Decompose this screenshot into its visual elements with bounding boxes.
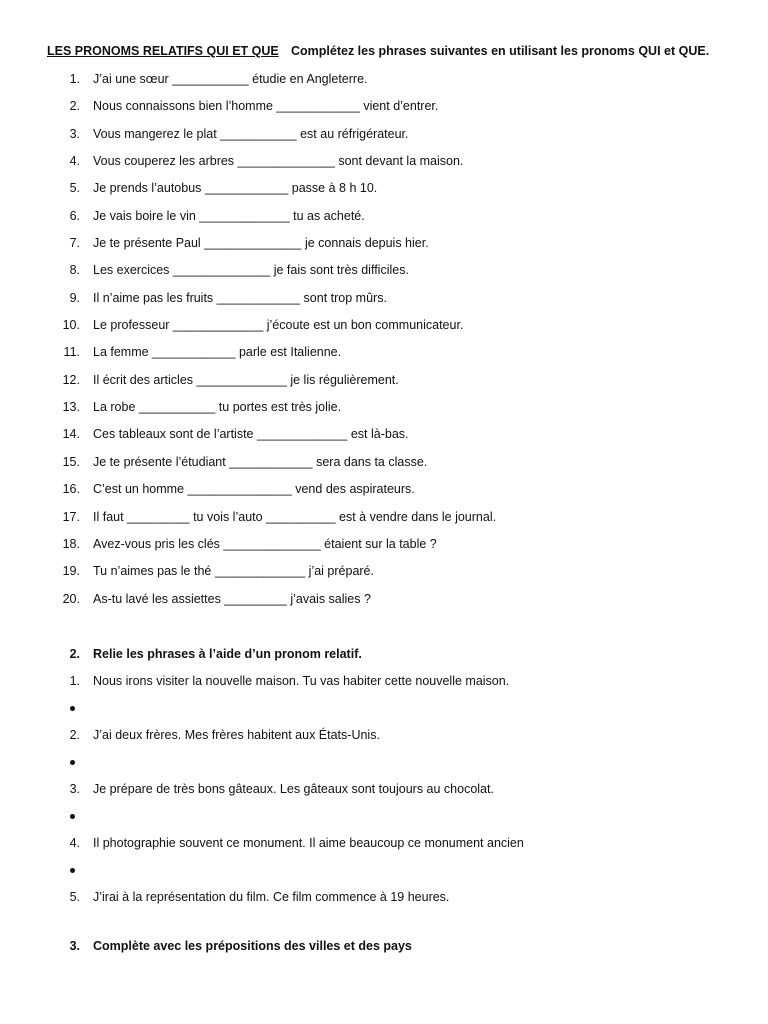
exercise-2-heading: [0, 647, 768, 674]
exercise-1-item: [0, 344, 768, 371]
worksheet-instruction: Complétez les phrases suivantes en utilisant les pronoms QUI et QUE.: [291, 44, 710, 58]
exercise-1-item: [0, 153, 768, 180]
bullet-icon: [70, 706, 75, 711]
exercise-2-item: [0, 890, 768, 917]
exercise-2-number: 2.: [69, 647, 80, 661]
item-sentence: Je prends l’autobus ____________ passe à 8 h 10.: [93, 181, 378, 196]
item-number: 14.: [62, 427, 80, 442]
exercise-1-item: [0, 536, 768, 563]
item-sentence: J’irai à la représentation du film. Ce film commence à 19 heures.: [93, 890, 450, 904]
exercise-2-section: [0, 647, 768, 917]
item-number: 7.: [69, 236, 80, 251]
answer-bullet-line[interactable]: [0, 755, 768, 782]
item-sentence: Avez-vous pris les clés ______________ étaient sur la table ?: [93, 536, 437, 551]
item-number: 4.: [69, 836, 80, 850]
item-sentence: Il écrit des articles _____________ je lis régulièrement.: [93, 372, 399, 387]
item-sentence: Nous irons visiter la nouvelle maison. Tu vas habiter cette nouvelle maison.: [93, 674, 510, 688]
answer-bullet-line[interactable]: [0, 809, 768, 836]
item-sentence: C’est un homme _______________ vend des aspirateurs.: [93, 482, 415, 497]
item-sentence: Nous connaissons bien l’homme ____________ vient d’entrer.: [93, 99, 439, 114]
exercise-1-item: [0, 591, 768, 618]
item-sentence: Tu n’aimes pas le thé _____________ j’ai préparé.: [93, 564, 374, 579]
exercise-2-item: [0, 782, 768, 809]
exercise-1-item: [0, 235, 768, 262]
item-sentence: Le professeur _____________ j’écoute est un bon communicateur.: [93, 318, 464, 333]
item-number: 13.: [62, 400, 80, 415]
item-number: 2.: [69, 728, 80, 742]
item-sentence: La robe ___________ tu portes est très jolie.: [93, 400, 342, 415]
item-number: 3.: [69, 782, 80, 796]
exercise-1-item: [0, 180, 768, 207]
exercise-1-item: [0, 426, 768, 453]
item-number: 15.: [62, 454, 80, 469]
item-sentence: Ces tableaux sont de l’artiste _____________ est là-bas.: [93, 427, 409, 442]
bullet-icon: [70, 760, 75, 765]
item-number: 4.: [69, 154, 80, 169]
item-number: 19.: [62, 564, 80, 579]
item-number: 12.: [62, 372, 80, 387]
item-number: 16.: [62, 482, 80, 497]
item-sentence: Il photographie souvent ce monument. Il aime beaucoup ce monument ancien: [93, 836, 524, 850]
item-number: 8.: [69, 263, 80, 278]
item-number: 5.: [69, 890, 80, 904]
worksheet-header: [47, 44, 747, 58]
exercise-1-list: [0, 71, 768, 618]
item-sentence: Je prépare de très bons gâteaux. Les gâteaux sont toujours au chocolat.: [93, 782, 494, 796]
exercise-1-item: [0, 481, 768, 508]
item-sentence: As-tu lavé les assiettes _________ j’avais salies ?: [93, 591, 371, 606]
item-sentence: Il n’aime pas les fruits ____________ sont trop mûrs.: [93, 290, 387, 305]
item-sentence: J’ai une sœur ___________ étudie en Angleterre.: [93, 72, 368, 86]
exercise-2-item: [0, 728, 768, 755]
item-sentence: Je te présente Paul ______________ je connais depuis hier.: [93, 236, 429, 251]
item-sentence: Les exercices ______________ je fais sont très difficiles.: [93, 263, 409, 278]
item-number: 10.: [62, 318, 80, 333]
answer-bullet-line[interactable]: [0, 863, 768, 890]
exercise-1-item: [0, 98, 768, 125]
item-number: 5.: [69, 181, 80, 196]
item-sentence: J’ai deux frères. Mes frères habitent aux États-Unis.: [93, 728, 380, 742]
exercise-1-item: [0, 454, 768, 481]
exercise-1-item: [0, 262, 768, 289]
item-number: 2.: [69, 99, 80, 114]
exercise-1-item: [0, 290, 768, 317]
exercise-1-item: [0, 509, 768, 536]
exercise-1-item: [0, 71, 768, 98]
bullet-icon: [70, 814, 75, 819]
bullet-icon: [70, 868, 75, 873]
item-sentence: Je vais boire le vin _____________ tu as acheté.: [93, 208, 365, 223]
exercise-2-title: Relie les phrases à l’aide d’un pronom relatif.: [93, 647, 362, 661]
item-number: 9.: [69, 290, 80, 305]
exercise-3-title: Complète avec les prépositions des villes et des pays: [93, 939, 412, 953]
exercise-2-item: [0, 836, 768, 863]
item-sentence: Vous couperez les arbres ______________ sont devant la maison.: [93, 154, 464, 169]
item-number: 18.: [62, 536, 80, 551]
item-number: 6.: [69, 208, 80, 223]
item-sentence: Vous mangerez le plat ___________ est au réfrigérateur.: [93, 126, 409, 141]
exercise-2-items: [0, 674, 768, 917]
item-number: 20.: [62, 591, 80, 606]
item-number: 17.: [62, 509, 80, 524]
item-sentence: Je te présente l’étudiant ____________ sera dans ta classe.: [93, 454, 428, 469]
item-number: 1.: [69, 674, 80, 688]
exercise-1-item: [0, 317, 768, 344]
exercise-1-item: [0, 126, 768, 153]
item-sentence: La femme ____________ parle est Italienne.: [93, 345, 342, 360]
answer-bullet-line[interactable]: [0, 701, 768, 728]
exercise-1-item: [0, 372, 768, 399]
exercise-3-number: 3.: [69, 939, 80, 953]
item-number: 11.: [63, 345, 80, 360]
exercise-1-item: [0, 208, 768, 235]
exercise-1-item: [0, 563, 768, 590]
exercise-2-item: [0, 674, 768, 701]
worksheet-title: LES PRONOMS RELATIFS QUI ET QUE: [47, 44, 279, 58]
item-number: 3.: [69, 126, 80, 141]
item-number: 1.: [69, 72, 80, 86]
exercise-1-item: [0, 399, 768, 426]
item-sentence: Il faut _________ tu vois l’auto __________ est à vendre dans le journal.: [93, 509, 497, 524]
